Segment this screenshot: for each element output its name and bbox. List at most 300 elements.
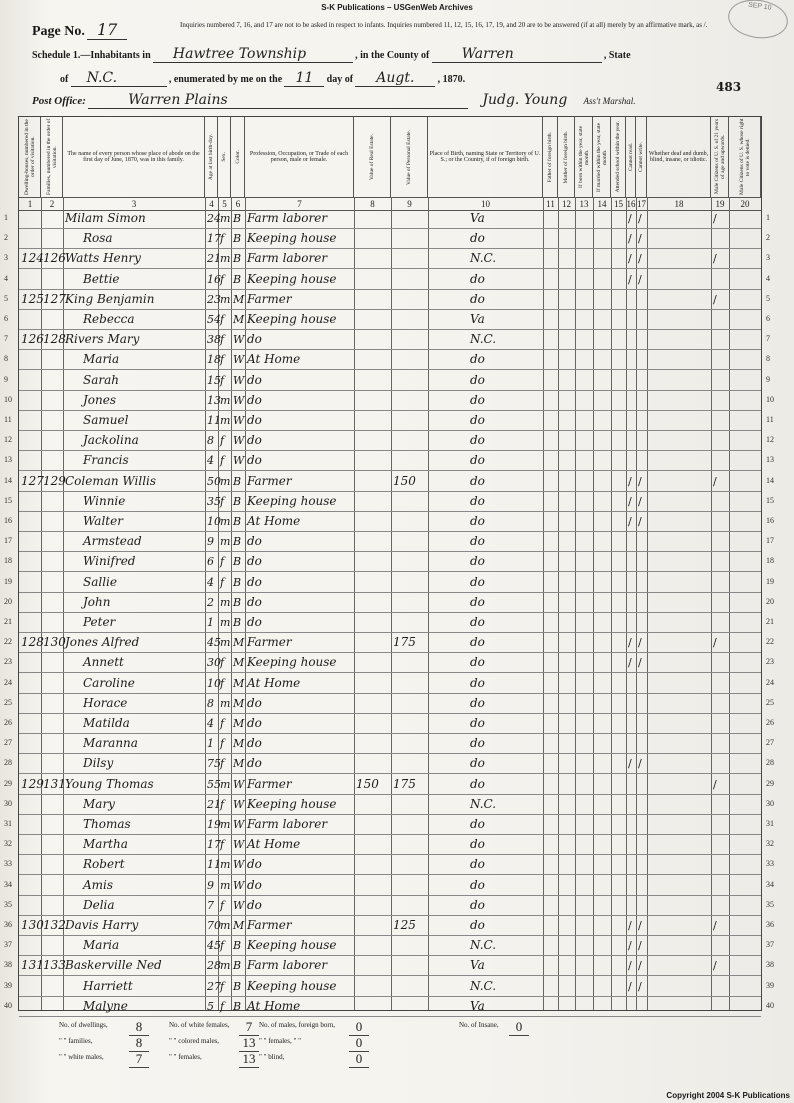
table-row (19, 391, 761, 411)
cell-sex: f (220, 656, 225, 670)
cell-dw (21, 936, 40, 955)
cell-fam (43, 613, 62, 632)
line-number-right: 21 (766, 617, 774, 626)
cell-pers (393, 270, 427, 289)
cell-birth: do (470, 473, 485, 488)
cell-occ: Farmer (247, 918, 292, 932)
table-row (19, 613, 761, 633)
column-header-17: Cannot write. (636, 117, 647, 197)
publication-header (0, 3, 794, 13)
cell-sex: f (220, 898, 225, 912)
line-number-left: 2 (4, 233, 8, 243)
cell-pers (393, 694, 427, 713)
cell-name: Caroline (83, 675, 135, 690)
cell-color: B (233, 252, 242, 266)
cell-age: 1 (207, 616, 214, 629)
cell-c17: / (638, 232, 642, 246)
line-number-left: 33 (4, 859, 12, 869)
cell-dw (21, 391, 40, 410)
column-number: 9 (407, 199, 412, 209)
cell-c17: / (638, 757, 642, 771)
table-row (19, 573, 761, 593)
cell-pers (393, 330, 427, 349)
cell-c19: / (713, 919, 717, 932)
line-number-left: 26 (4, 718, 12, 727)
cell-fam (43, 431, 62, 450)
cell-sex: m (220, 474, 231, 488)
cell-color: B (233, 494, 242, 508)
table-row (19, 270, 761, 290)
cell-birth: N.C. (470, 796, 497, 811)
cell-birth: do (470, 554, 485, 569)
cell-c19 (713, 835, 728, 854)
cell-name: Milam Simon (65, 211, 146, 225)
cell-c16: / (628, 979, 632, 993)
cell-birth: Va (470, 211, 485, 225)
cell-c17 (638, 532, 646, 551)
cell-c17 (638, 350, 646, 369)
cell-color: M (233, 292, 245, 306)
cell-pers (393, 391, 427, 410)
footer-white-males: 7 (129, 1051, 149, 1068)
cell-color: B (233, 474, 242, 488)
cell-c19: / (713, 959, 717, 973)
cell-occ: do (247, 433, 262, 448)
cell-c19 (713, 815, 728, 834)
cell-age: 75 (207, 757, 221, 771)
cell-c18 (649, 492, 710, 511)
cell-c17: / (638, 939, 642, 953)
cell-c20 (731, 350, 760, 369)
cell-real (356, 431, 390, 450)
table-row (19, 795, 761, 815)
cell-color: W (233, 353, 245, 367)
cell-real (356, 876, 390, 895)
cell-dw (21, 795, 40, 814)
column-header-2: Families, numbered in the order of visitation. (41, 117, 63, 197)
cell-c20 (731, 694, 760, 713)
line-number-left: 30 (4, 798, 12, 808)
cell-name: Amis (83, 877, 114, 892)
cell-age: 13 (207, 393, 221, 407)
cell-c17: / (638, 212, 642, 225)
cell-c18 (649, 674, 710, 693)
cell-pers (393, 451, 427, 470)
cell-c20 (731, 714, 760, 733)
cell-dw: 128 (21, 635, 44, 650)
cell-age: 9 (207, 535, 214, 549)
cell-age: 10 (207, 676, 221, 690)
cell-dw (21, 552, 40, 571)
line-number-right: 12 (766, 435, 774, 445)
column-header-10: Place of Birth, naming State or Territory of U. S.; or the Country, if of foreign birth. (428, 117, 543, 197)
cell-c18 (649, 411, 710, 430)
cell-birth: N.C. (470, 251, 497, 266)
cell-occ: do (247, 392, 262, 407)
cell-name: Francis (83, 453, 129, 468)
column-header-6: Color. (231, 117, 245, 197)
line-number-right: 10 (766, 394, 774, 404)
cell-real (356, 330, 390, 349)
line-number-left: 8 (4, 354, 8, 364)
cell-fam (43, 209, 62, 228)
line-number-left: 9 (4, 374, 8, 384)
table-row (19, 754, 761, 774)
cell-c19: / (713, 636, 717, 650)
cell-c20 (731, 330, 760, 349)
cell-c20 (731, 997, 760, 1016)
line-number-right: 5 (766, 293, 770, 303)
day: 11 (284, 70, 324, 87)
cell-pers (393, 795, 427, 814)
line-number-right: 32 (766, 839, 774, 849)
cell-c17: / (638, 919, 642, 932)
cell-birth: do (470, 675, 485, 690)
cell-color: W (233, 434, 245, 448)
cell-sex: m (220, 878, 231, 892)
cell-sex: f (220, 555, 225, 569)
cell-birth: N.C. (470, 938, 497, 953)
cell-sex: f (220, 999, 225, 1013)
cell-occ: do (247, 897, 262, 912)
cell-age: 9 (207, 878, 214, 892)
cell-c18 (649, 653, 710, 672)
cell-dw (21, 613, 40, 632)
table-row (19, 512, 761, 532)
cell-c17 (638, 290, 646, 309)
cell-c20 (731, 431, 760, 450)
cell-pers (393, 997, 427, 1016)
cell-color: M (233, 717, 245, 730)
cell-c19 (713, 310, 728, 329)
cell-c19 (713, 896, 728, 915)
cell-real (356, 451, 390, 470)
cell-c20 (731, 593, 760, 612)
cell-birth: do (470, 271, 485, 286)
archive-stamp: SEP 10 (726, 0, 791, 42)
cell-c19 (713, 330, 728, 349)
column-number: 19 (715, 199, 725, 209)
footer-colored-males: 13 (239, 1035, 259, 1052)
cell-c17: / (638, 636, 642, 650)
column-header-1: Dwelling-houses, numbered in the order of visitation. (19, 117, 41, 197)
cell-c18 (649, 754, 710, 773)
cell-c20 (731, 472, 760, 491)
line-number-right: 20 (766, 596, 774, 606)
cell-dw (21, 653, 40, 672)
footer-white-females-label: No. of white females, (169, 1021, 230, 1029)
column-number: 18 (674, 199, 684, 209)
cell-pers (393, 593, 427, 612)
cell-age: 45 (207, 939, 221, 953)
cell-c16 (628, 391, 635, 410)
cell-real (356, 532, 390, 551)
cell-c16 (628, 674, 635, 693)
cell-age: 2 (207, 595, 214, 609)
cell-age: 17 (207, 232, 221, 246)
cell-real (356, 593, 390, 612)
cell-c20 (731, 674, 760, 693)
cell-age: 17 (207, 838, 221, 852)
cell-c19 (713, 613, 728, 632)
cell-c20 (731, 775, 760, 794)
cell-color: M (233, 313, 245, 326)
column-number: 4 (209, 199, 214, 209)
county-label: , in the County of (355, 50, 430, 61)
cell-occ: do (247, 857, 262, 872)
cell-color: W (233, 898, 245, 912)
cell-occ: Farmer (247, 291, 292, 306)
cell-occ: At Home (247, 837, 301, 852)
cell-pers (393, 350, 427, 369)
cell-age: 18 (207, 353, 221, 367)
table-row (19, 997, 761, 1017)
cell-pers (393, 310, 427, 329)
cell-pers (393, 492, 427, 511)
cell-c19 (713, 431, 728, 450)
cell-birth: do (470, 918, 485, 932)
cell-fam (43, 229, 62, 248)
cell-age: 28 (207, 959, 221, 973)
cell-birth: Va (470, 958, 485, 973)
cell-color: W (233, 777, 245, 791)
copyright: Copyright 2004 S-K Publications (666, 1091, 790, 1100)
line-number-left: 18 (4, 556, 12, 566)
month: Augt. (355, 70, 435, 87)
table-row (19, 633, 761, 653)
line-number-right: 28 (766, 758, 774, 768)
cell-birth: do (470, 534, 485, 549)
table-row (19, 552, 761, 572)
cell-c16 (628, 350, 635, 369)
cell-age: 21 (207, 252, 221, 266)
cell-name: Winnie (83, 493, 126, 508)
cell-birth: do (470, 635, 485, 650)
cell-real (356, 835, 390, 854)
cell-color: B (233, 555, 242, 569)
cell-dw: 129 (21, 776, 44, 791)
cell-birth: N.C. (470, 978, 497, 993)
column-number: 20 (740, 199, 750, 209)
line-number-right: 6 (766, 314, 770, 323)
cell-c16 (628, 896, 635, 915)
cell-pers (393, 734, 427, 753)
column-number: 2 (49, 199, 55, 209)
cell-pers (393, 876, 427, 895)
cell-color: M (233, 737, 245, 751)
marshal-label: Ass't Marshal. (583, 96, 636, 106)
cell-c20 (731, 754, 760, 773)
cell-birth: do (470, 837, 485, 852)
cell-occ: do (247, 736, 262, 751)
cell-c16 (628, 855, 635, 874)
cell-name: Samuel (83, 413, 129, 427)
cell-birth: do (470, 716, 485, 730)
cell-dw (21, 754, 40, 773)
table-row (19, 290, 761, 310)
post-office: Warren Plains (88, 92, 468, 109)
cell-name: Jackolina (83, 433, 139, 448)
cell-c16 (628, 290, 635, 309)
cell-age: 45 (207, 636, 221, 650)
line-number-right: 18 (766, 556, 774, 566)
cell-sex: f (220, 838, 225, 852)
cell-dw (21, 835, 40, 854)
cell-c20 (731, 896, 760, 915)
line-number-right: 26 (766, 718, 774, 727)
cell-occ: Keeping house (247, 796, 337, 811)
cell-age: 24 (207, 212, 221, 225)
table-row (19, 472, 761, 492)
cell-c19 (713, 714, 728, 733)
line-number-left: 10 (4, 394, 12, 404)
cell-real (356, 411, 390, 430)
cell-c17 (638, 896, 646, 915)
cell-birth: do (470, 594, 485, 609)
cell-sex: m (220, 212, 231, 225)
cell-occ: do (247, 756, 262, 771)
cell-real (356, 916, 390, 935)
cell-name: Jones Alfred (65, 635, 140, 650)
cell-c18 (649, 532, 710, 551)
cell-color: B (233, 616, 242, 629)
cell-name: Coleman Willis (65, 473, 157, 488)
cell-sex: m (220, 393, 231, 407)
cell-name: Martha (83, 837, 128, 852)
cell-dw: 125 (21, 291, 44, 306)
cell-c17 (638, 451, 646, 470)
cell-c17 (638, 714, 646, 733)
cell-fam (43, 815, 62, 834)
cell-fam (43, 350, 62, 369)
cell-c16 (628, 451, 635, 470)
cell-real (356, 977, 390, 996)
of-label: of (60, 74, 69, 85)
cell-fam: 133 (43, 958, 66, 973)
cell-age: 23 (207, 292, 221, 306)
cell-c16: / (628, 939, 632, 953)
table-row (19, 876, 761, 896)
cell-real (356, 209, 390, 228)
cell-name: Jones (83, 392, 117, 407)
cell-pers (393, 209, 427, 228)
cell-pers: 175 (393, 776, 416, 791)
cell-sex: f (220, 434, 225, 448)
cell-c17 (638, 613, 646, 632)
cell-age: 70 (207, 919, 221, 932)
footer-colored-females-label: " " females, (169, 1053, 202, 1061)
cell-pers (393, 754, 427, 773)
cell-occ: Keeping house (247, 312, 337, 326)
cell-c19 (713, 795, 728, 814)
cell-c20 (731, 936, 760, 955)
table-row (19, 330, 761, 350)
table-row (19, 532, 761, 552)
line-number-left: 23 (4, 657, 12, 667)
cell-c16: / (628, 494, 632, 508)
cell-c16 (628, 714, 635, 733)
cell-c19 (713, 451, 728, 470)
cell-c17 (638, 815, 646, 834)
cell-name: Thomas (83, 817, 131, 831)
column-header-12: Mother of foreign birth. (558, 117, 575, 197)
cell-occ: Farmer (247, 635, 292, 650)
cell-age: 27 (207, 979, 221, 993)
cell-name: Peter (83, 615, 116, 629)
line-number-right: 25 (766, 697, 774, 707)
cell-name: Mary (83, 796, 115, 811)
cell-pers (393, 815, 427, 834)
cell-c18 (649, 371, 710, 390)
cell-name: Robert (83, 857, 125, 872)
column-number: 10 (481, 199, 490, 209)
cell-c18 (649, 694, 710, 713)
cell-c18 (649, 451, 710, 470)
cell-fam (43, 492, 62, 511)
column-number: 12 (562, 199, 571, 209)
line-number-right: 40 (766, 1000, 774, 1010)
cell-c20 (731, 532, 760, 551)
cell-dw (21, 229, 40, 248)
cell-birth: do (470, 857, 485, 872)
cell-name: Delia (83, 897, 115, 912)
day-of-label: day of (326, 74, 354, 85)
cell-fam (43, 674, 62, 693)
line-number-left: 22 (4, 637, 12, 647)
cell-color: B (233, 515, 242, 528)
cell-c18 (649, 350, 710, 369)
cell-c16 (628, 694, 635, 713)
line-number-right: 38 (766, 960, 774, 970)
cell-occ: do (247, 695, 262, 710)
cell-c20 (731, 270, 760, 289)
cell-fam (43, 573, 62, 592)
cell-pers (393, 512, 427, 531)
cell-dw (21, 997, 40, 1016)
cell-real (356, 552, 390, 571)
line-number-left: 19 (4, 576, 12, 586)
cell-sex: f (220, 272, 225, 286)
line-number-right: 4 (766, 273, 770, 283)
line-number-left: 36 (4, 920, 12, 929)
line-number-right: 36 (766, 920, 774, 929)
line-number-right: 9 (766, 374, 770, 384)
cell-dw: 126 (21, 332, 44, 347)
line-number-right: 2 (766, 233, 770, 243)
page-label: Page No. (32, 24, 85, 39)
cell-fam (43, 391, 62, 410)
cell-sex: m (220, 959, 231, 973)
cell-occ: do (247, 716, 262, 730)
footer-dwellings: 8 (129, 1019, 149, 1036)
cell-birth: do (470, 897, 485, 912)
cell-dw (21, 896, 40, 915)
line-number-left: 21 (4, 617, 12, 626)
column-header-8: Value of Real Estate. (354, 117, 391, 197)
cell-birth: do (470, 817, 485, 831)
cell-c20 (731, 512, 760, 531)
cell-color: M (233, 757, 245, 771)
cell-c19: / (713, 474, 717, 488)
table-row (19, 411, 761, 431)
cell-pers (393, 431, 427, 450)
cell-real (356, 472, 390, 491)
cell-birth: do (470, 231, 485, 246)
cell-fam: 131 (43, 776, 66, 791)
cell-pers (393, 371, 427, 390)
cell-c20 (731, 876, 760, 895)
cell-fam (43, 835, 62, 854)
